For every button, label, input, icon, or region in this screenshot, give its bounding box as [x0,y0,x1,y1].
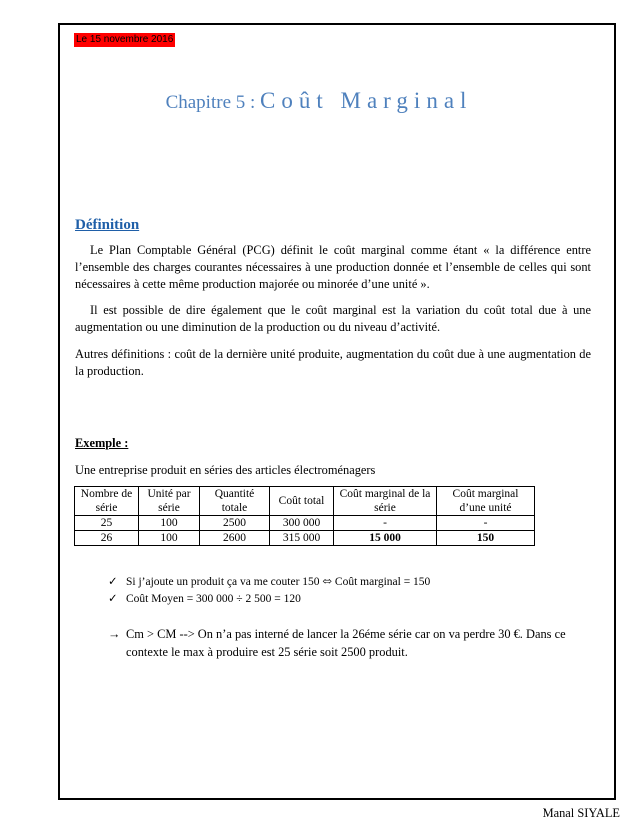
checkmark-icon: ✓ [108,576,118,588]
definition-paragraph-3: Autres définitions : coût de la dernière unité produite, augmentation du coût due à une augmentation de la production. [75,347,591,378]
table-header: Coût total [270,487,334,516]
table-cell: - [334,516,437,531]
conclusion-block [108,625,591,661]
table-cell: 300 000 [270,516,334,531]
table-cell: 2600 [200,531,270,546]
table-cell: 100 [139,516,200,531]
date-label: Le 15 novembre 2016 [76,34,174,45]
table-header: Unité par série [139,487,200,516]
page-border [58,23,616,800]
list-item [108,574,430,591]
definition-paragraph-2: Il est possible de dire également que le coût marginal est la variation du coût total due à une augmentation ou une diminution de la production ou du niveau d’activité. [75,303,591,334]
author-name: Manal SIYALE [542,806,620,820]
bullet-text: Coût Moyen = 300 000 ÷ 2 500 = 120 [126,593,301,605]
table-header: Nombre de série [75,487,139,516]
table-cell: 26 [75,531,139,546]
cost-table [74,486,535,546]
table-cell: 15 000 [334,531,437,546]
example-intro: Une entreprise produit en séries des articles électroménagers [75,463,376,477]
table-cell: 25 [75,516,139,531]
table-header: Coût marginal d’une unité [437,487,535,516]
table-cell: 315 000 [270,531,334,546]
bullet-list [108,574,430,608]
arrow-right-icon: → [108,627,121,641]
chapter-name: Coût Marginal [260,88,473,113]
table-cell: - [437,516,535,531]
table-cell: 100 [139,531,200,546]
chapter-label: Chapitre 5 [165,92,246,113]
definition-heading: Définition [75,217,140,233]
table-header-row [75,487,535,516]
table-header: Quantité totale [200,487,270,516]
chapter-title [0,88,638,114]
table-row [75,516,535,531]
chapter-separator: : [245,92,261,113]
table-cell: 2500 [200,516,270,531]
example-heading: Exemple : [75,436,129,450]
definition-paragraph-1: Le Plan Comptable Général (PCG) définit le coût marginal comme étant « la différence entre l’ensemble des charges courantes nécessaires à une production donnée et l’ensemble de celles qui sont nécessaires à cette même production majorée ou minorée d’une unité ». [75,243,591,291]
table-cell: 150 [437,531,535,546]
bullet-text: Si j’ajoute un produit ça va me couter 150 ⬄ Coût marginal = 150 [126,576,431,588]
list-item [108,591,430,608]
table-row [75,531,535,546]
checkmark-icon: ✓ [108,593,118,605]
conclusion-text: Cm > CM --> On n’a pas interné de lancer la 26éme série car on va perdre 30 €. Dans ce contexte le max à produire est 25 série soit 2500 produit. [126,627,566,659]
table-header: Coût marginal de la série [334,487,437,516]
